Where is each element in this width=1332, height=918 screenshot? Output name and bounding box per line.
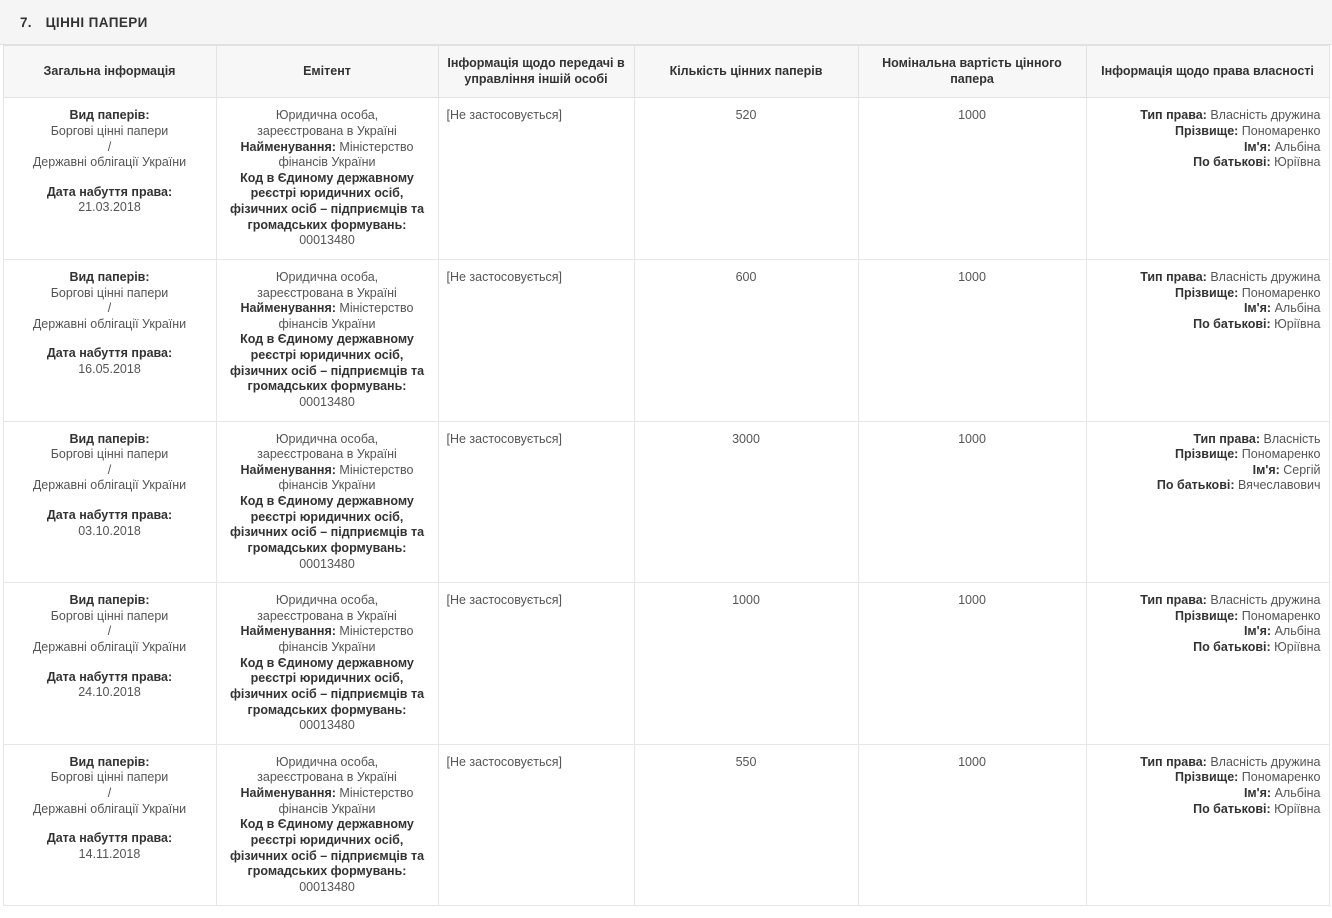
- securities-kind: [12, 432, 208, 495]
- securities-kind: [12, 108, 208, 171]
- cell-quantity: 600: [634, 259, 858, 421]
- securities-kind-value-secondary: Державні облігації України: [32, 155, 187, 170]
- acquisition-date: [12, 346, 208, 377]
- acquisition-date-value: 14.11.2018: [78, 846, 141, 861]
- acquisition-date-label: Дата набуття права:: [46, 184, 173, 199]
- ownership-right-type-value: Власність: [1263, 431, 1321, 446]
- issuer-name-value: Міністерство фінансів України: [278, 139, 414, 170]
- issuer-type-line2: зареєстрована в Україні: [257, 770, 397, 785]
- securities-kind-value-secondary: Державні облігації України: [32, 640, 187, 654]
- securities-kind-value-secondary: Державні облігації України: [32, 801, 187, 816]
- acquisition-date-label: Дата набуття права:: [46, 346, 173, 361]
- ownership-patronymic: [1095, 478, 1321, 494]
- ownership-surname-value: Пономаренко: [1241, 285, 1321, 300]
- ownership-surname-label: Прізвище:: [1174, 770, 1242, 785]
- ownership-surname: [1095, 770, 1321, 786]
- cell-ownership: [1086, 744, 1329, 906]
- ownership-patronymic-label: По батькові:: [1193, 801, 1275, 816]
- cell-quantity: 520: [634, 98, 858, 260]
- securities-kind: [12, 270, 208, 333]
- table-row: [3, 421, 1329, 583]
- issuer-registry-code: [225, 817, 430, 895]
- acquisition-date-value: 24.10.2018: [78, 685, 141, 700]
- ownership-right-type-value: Власність дружина: [1210, 108, 1321, 123]
- cell-management-transfer: [Не застосовується]: [438, 421, 634, 583]
- issuer-name: [225, 140, 430, 171]
- issuer-registry-code-label: Код в Єдиному державному реєстрі юридичних осіб, фізичних осіб – підприємців та громадських формувань:: [229, 332, 425, 394]
- securities-kind-label: Вид паперів:: [69, 754, 150, 769]
- table-row: [3, 744, 1329, 906]
- securities-table: [3, 45, 1330, 906]
- issuer-type-line2: зареєстрована в Україні: [257, 608, 397, 623]
- issuer-type-line1: Юридична особа,: [275, 754, 379, 769]
- ownership-firstname: [1095, 624, 1321, 640]
- column-header-quantity: Кількість цінних паперів: [634, 46, 858, 98]
- cell-ownership: [1086, 259, 1329, 421]
- issuer-type-line1: Юридична особа,: [275, 431, 379, 446]
- section-number: 7.: [20, 14, 32, 30]
- ownership-right-type: [1095, 593, 1321, 609]
- cell-issuer: [216, 259, 438, 421]
- issuer-registry-code-value: 00013480: [299, 394, 355, 409]
- section-header: [0, 0, 1332, 45]
- ownership-patronymic-value: Вячеславович: [1237, 478, 1321, 493]
- issuer-registry-code-value: 00013480: [299, 879, 355, 894]
- issuer-type-line2: зареєстрована в Україні: [257, 123, 397, 138]
- securities-kind-value-secondary: Державні облігації України: [32, 478, 187, 493]
- ownership-surname-value: Пономаренко: [1241, 770, 1321, 785]
- securities-kind: [12, 593, 208, 656]
- table-row: [3, 259, 1329, 421]
- acquisition-date-value: 16.05.2018: [78, 362, 141, 376]
- ownership-right-type-label: Тип права:: [1140, 269, 1211, 284]
- cell-ownership: [1086, 583, 1329, 745]
- ownership-surname-label: Прізвище:: [1174, 123, 1242, 138]
- table-header-row: [3, 46, 1329, 98]
- acquisition-date: [12, 831, 208, 862]
- cell-quantity: 550: [634, 744, 858, 906]
- ownership-firstname-value: Альбіна: [1274, 624, 1321, 639]
- ownership-right-type-label: Тип права:: [1140, 108, 1211, 123]
- securities-kind-value-primary: Боргові цінні папери: [50, 123, 169, 138]
- issuer-registry-code: [225, 656, 430, 734]
- ownership-patronymic-value: Юріївна: [1274, 155, 1321, 170]
- cell-nominal-value: 1000: [858, 259, 1086, 421]
- cell-general-info: [3, 259, 216, 421]
- issuer-registry-code-value: 00013480: [299, 233, 355, 248]
- issuer-name-label: Найменування:: [240, 139, 340, 154]
- ownership-firstname-label: Ім'я:: [1243, 786, 1275, 800]
- securities-kind-separator: /: [107, 139, 112, 154]
- ownership-firstname-value: Альбіна: [1274, 139, 1321, 154]
- issuer-registry-code-value: 00013480: [299, 556, 355, 571]
- cell-nominal-value: 1000: [858, 583, 1086, 745]
- ownership-firstname: [1095, 301, 1321, 317]
- securities-kind-value-primary: Боргові цінні папери: [50, 285, 169, 300]
- ownership-surname: [1095, 447, 1321, 463]
- securities-kind-value-primary: Боргові цінні папери: [50, 447, 169, 462]
- ownership-patronymic-label: По батькові:: [1193, 316, 1275, 331]
- ownership-patronymic-value: Юріївна: [1274, 316, 1321, 331]
- cell-management-transfer: [Не застосовується]: [438, 583, 634, 745]
- ownership-firstname: [1095, 140, 1321, 156]
- page-title: ЦІННІ ПАПЕРИ: [45, 14, 148, 30]
- cell-nominal-value: 1000: [858, 98, 1086, 260]
- cell-issuer: [216, 744, 438, 906]
- ownership-patronymic: [1095, 802, 1321, 818]
- issuer-type-line1: Юридична особа,: [275, 108, 379, 123]
- ownership-right-type-value: Власність дружина: [1210, 593, 1321, 608]
- ownership-patronymic-label: По батькові:: [1193, 155, 1275, 170]
- ownership-surname-label: Прізвище:: [1174, 608, 1242, 623]
- ownership-firstname-value: Сергій: [1283, 462, 1321, 477]
- ownership-patronymic-value: Юріївна: [1274, 640, 1321, 654]
- issuer-name-value: Міністерство фінансів України: [278, 462, 414, 493]
- issuer-type-line1: Юридична особа,: [275, 269, 379, 284]
- ownership-right-type: [1095, 108, 1321, 124]
- issuer-name-label: Найменування:: [240, 462, 340, 477]
- ownership-surname-label: Прізвище:: [1174, 447, 1242, 462]
- securities-kind-label: Вид паперів:: [69, 593, 150, 608]
- issuer-name-value: Міністерство фінансів України: [278, 786, 414, 816]
- securities-kind-value-primary: Боргові цінні папери: [50, 770, 169, 785]
- cell-general-info: [3, 744, 216, 906]
- cell-general-info: [3, 583, 216, 745]
- cell-general-info: [3, 98, 216, 260]
- issuer-name: [225, 301, 430, 332]
- issuer-type-line2: зареєстрована в Україні: [257, 285, 397, 300]
- ownership-patronymic-value: Юріївна: [1274, 801, 1321, 816]
- issuer-name: [225, 463, 430, 494]
- issuer-name-label: Найменування:: [240, 624, 340, 639]
- acquisition-date-value: 21.03.2018: [78, 200, 141, 215]
- cell-nominal-value: 1000: [858, 744, 1086, 906]
- ownership-firstname-label: Ім'я:: [1252, 462, 1284, 477]
- issuer-registry-code: [225, 171, 430, 249]
- ownership-right-type: [1095, 270, 1321, 286]
- ownership-surname-value: Пономаренко: [1241, 123, 1321, 138]
- acquisition-date-label: Дата набуття права:: [46, 831, 173, 846]
- issuer-registry-code-label: Код в Єдиному державному реєстрі юридичних осіб, фізичних осіб – підприємців та громадських формувань:: [229, 655, 425, 717]
- issuer-name: [225, 786, 430, 817]
- securities-kind-value-secondary: Державні облігації України: [32, 316, 187, 331]
- ownership-right-type-value: Власність дружина: [1210, 269, 1321, 284]
- ownership-surname: [1095, 609, 1321, 625]
- acquisition-date-label: Дата набуття права:: [46, 508, 173, 522]
- securities-kind-separator: /: [107, 301, 112, 316]
- ownership-surname-label: Прізвище:: [1174, 285, 1242, 300]
- securities-kind: [12, 755, 208, 818]
- acquisition-date: [12, 670, 208, 701]
- ownership-surname-value: Пономаренко: [1241, 447, 1321, 462]
- securities-kind-label: Вид паперів:: [69, 269, 150, 284]
- issuer-name-value: Міністерство фінансів України: [278, 301, 414, 331]
- ownership-firstname: [1095, 463, 1321, 479]
- column-header-management-transfer: Інформація щодо передачі в управління іншій особі: [438, 46, 634, 98]
- cell-nominal-value: 1000: [858, 421, 1086, 583]
- acquisition-date: [12, 508, 208, 539]
- issuer-type-line1: Юридична особа,: [275, 593, 379, 608]
- ownership-patronymic: [1095, 155, 1321, 171]
- ownership-right-type: [1095, 755, 1321, 771]
- cell-quantity: 1000: [634, 583, 858, 745]
- issuer-registry-code: [225, 494, 430, 572]
- ownership-patronymic: [1095, 317, 1321, 333]
- issuer-registry-code-label: Код в Єдиному державному реєстрі юридичних осіб, фізичних осіб – підприємців та громадських формувань:: [229, 170, 425, 232]
- acquisition-date: [12, 185, 208, 216]
- ownership-surname: [1095, 124, 1321, 140]
- securities-kind-value-primary: Боргові цінні папери: [50, 608, 169, 623]
- ownership-firstname-label: Ім'я:: [1243, 624, 1275, 639]
- ownership-right-type-label: Тип права:: [1140, 593, 1211, 608]
- cell-general-info: [3, 421, 216, 583]
- issuer-type-line2: зареєстрована в Україні: [257, 447, 397, 462]
- ownership-firstname-value: Альбіна: [1274, 786, 1321, 800]
- acquisition-date-label: Дата набуття права:: [46, 669, 173, 684]
- cell-ownership: [1086, 98, 1329, 260]
- cell-management-transfer: [Не застосовується]: [438, 259, 634, 421]
- column-header-ownership: Інформація щодо права власності: [1086, 46, 1329, 98]
- ownership-right-type-label: Тип права:: [1193, 431, 1264, 446]
- column-header-nominal-value: Номінальна вартість цінного папера: [858, 46, 1086, 98]
- issuer-name-label: Найменування:: [240, 786, 340, 800]
- ownership-patronymic-label: По батькові:: [1156, 478, 1238, 493]
- table-row: [3, 583, 1329, 745]
- securities-kind-separator: /: [107, 786, 112, 800]
- securities-kind-label: Вид паперів:: [69, 431, 150, 446]
- table-row: [3, 98, 1329, 260]
- cell-issuer: [216, 421, 438, 583]
- ownership-surname-value: Пономаренко: [1241, 608, 1321, 623]
- securities-kind-separator: /: [107, 462, 112, 477]
- ownership-firstname: [1095, 786, 1321, 802]
- column-header-issuer: Емітент: [216, 46, 438, 98]
- cell-quantity: 3000: [634, 421, 858, 583]
- issuer-name: [225, 624, 430, 655]
- acquisition-date-value: 03.10.2018: [78, 523, 141, 538]
- ownership-firstname-label: Ім'я:: [1243, 301, 1275, 316]
- column-header-general-info: Загальна інформація: [3, 46, 216, 98]
- cell-management-transfer: [Не застосовується]: [438, 744, 634, 906]
- ownership-right-type-label: Тип права:: [1140, 754, 1211, 769]
- issuer-registry-code-label: Код в Єдиному державному реєстрі юридичних осіб, фізичних осіб – підприємців та громадських формувань:: [229, 494, 425, 555]
- ownership-patronymic-label: По батькові:: [1193, 640, 1275, 654]
- issuer-name-value: Міністерство фінансів України: [278, 624, 414, 654]
- cell-issuer: [216, 583, 438, 745]
- ownership-firstname-value: Альбіна: [1274, 301, 1321, 316]
- cell-issuer: [216, 98, 438, 260]
- securities-kind-label: Вид паперів:: [69, 108, 150, 123]
- ownership-patronymic: [1095, 640, 1321, 656]
- cell-ownership: [1086, 421, 1329, 583]
- issuer-name-label: Найменування:: [240, 301, 340, 316]
- ownership-firstname-label: Ім'я:: [1243, 139, 1275, 154]
- issuer-registry-code: [225, 332, 430, 410]
- ownership-right-type: [1095, 432, 1321, 448]
- issuer-registry-code-label: Код в Єдиному державному реєстрі юридичних осіб, фізичних осіб – підприємців та громадських формувань:: [229, 817, 425, 879]
- ownership-right-type-value: Власність дружина: [1210, 754, 1321, 769]
- cell-management-transfer: [Не застосовується]: [438, 98, 634, 260]
- securities-kind-separator: /: [107, 624, 112, 639]
- ownership-surname: [1095, 286, 1321, 302]
- issuer-registry-code-value: 00013480: [299, 718, 355, 733]
